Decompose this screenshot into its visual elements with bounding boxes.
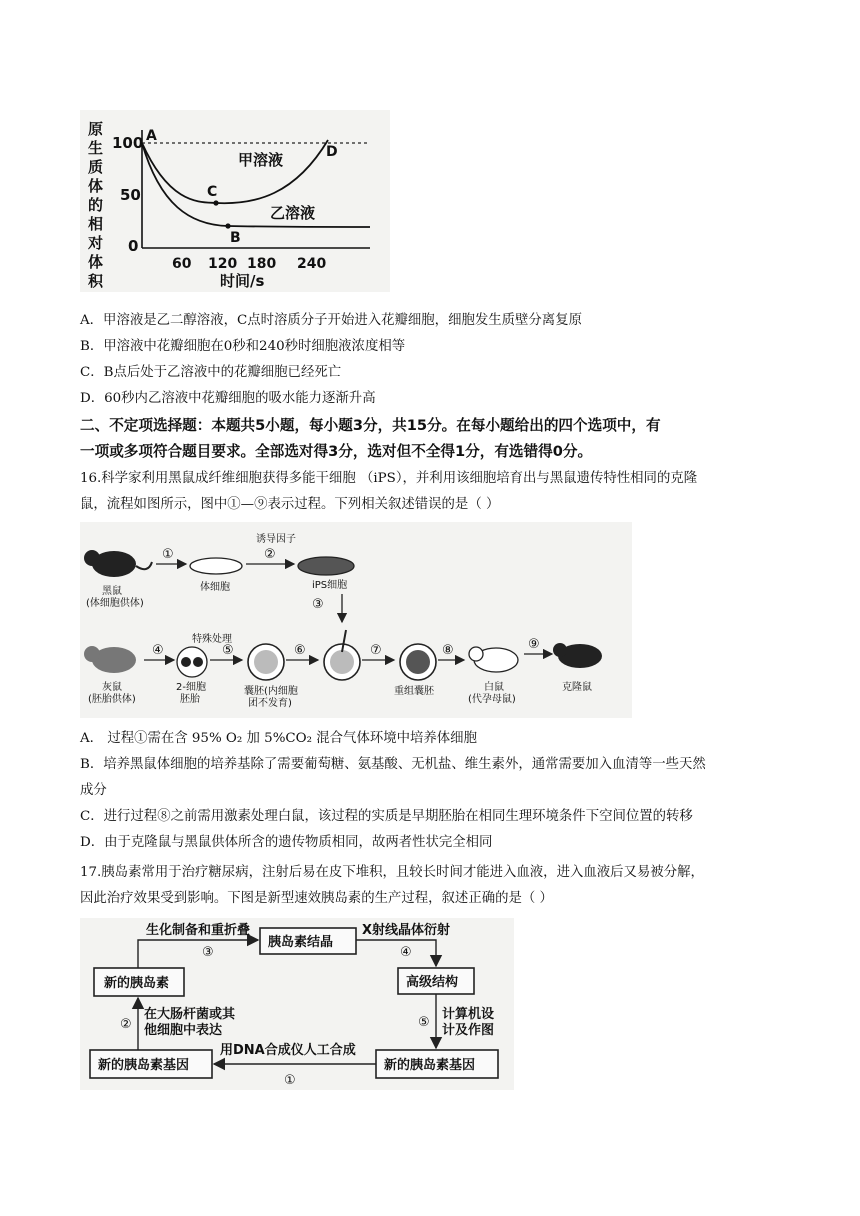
point-c — [213, 200, 218, 205]
hollow-label-b: 团不发育) — [248, 698, 292, 709]
somatic-dish-icon — [190, 558, 242, 574]
q15-option-b: B．甲溶液中花瓣细胞在0秒和240秒时细胞液浓度相等 — [80, 339, 406, 354]
step3-number: ③ — [202, 945, 214, 960]
curve-jia — [142, 140, 328, 203]
graph-ylabel — [87, 120, 104, 290]
ips-label: iPS细胞 — [312, 580, 348, 591]
step4-number: ④ — [400, 945, 412, 960]
white-mouse-icon — [469, 647, 518, 672]
step4-label: X射线晶体衍射 — [362, 923, 451, 938]
arrow-step4 — [356, 940, 436, 966]
q16-option-a: A． 过程①需在含 95% O₂ 加 5%CO₂ 混合气体环境中培养体细胞 — [80, 731, 477, 746]
graph-ylabel-text: 原生质体的相对体积 — [88, 120, 104, 290]
curve-yi-label: 乙溶液 — [270, 204, 316, 222]
step-1: ① — [162, 547, 174, 562]
ips-dish-icon — [298, 557, 354, 575]
step2-number: ② — [120, 1017, 132, 1032]
q17-stem-line2: 因此治疗效果受到影响。下图是新型速效胰岛素的生产过程，叙述正确的是（ ） — [80, 891, 553, 906]
step2-label-2: 他细胞中表达 — [144, 1023, 223, 1038]
cloning-flow-diagram — [80, 522, 632, 718]
q16-stem-line2: 鼠，流程如图所示，图中①—⑨表示过程。下列相关叙述错误的是（ ） — [80, 497, 500, 512]
clone-label: 克隆鼠 — [562, 682, 592, 693]
embryo2b-label: 胚胎 — [180, 694, 200, 705]
black-mouse-sub: (体细胞供体) — [86, 598, 144, 609]
gray-mouse-label: 灰鼠 — [102, 682, 122, 693]
step2-label-1: 在大肠杆菌或其 — [144, 1007, 236, 1022]
special-label: 特殊处理 — [192, 634, 232, 645]
svg-text:胰岛素结晶: 胰岛素结晶 — [268, 935, 334, 950]
point-b — [225, 223, 230, 228]
label-a: A — [146, 128, 157, 144]
xtick-120: 120 — [208, 256, 238, 272]
label-d: D — [326, 144, 338, 160]
white-mouse-label: 白鼠 — [484, 682, 504, 693]
curve-jia-label: 甲溶液 — [238, 151, 284, 169]
q15-option-a: A．甲溶液是乙二醇溶液，C点时溶质分子开始进入花瓣细胞，细胞发生质壁分离复原 — [80, 313, 582, 328]
step-5: ⑤ — [222, 643, 234, 658]
q16-option-b-line2: 成分 — [80, 783, 107, 798]
step5-label-1: 计算机设 — [442, 1007, 495, 1022]
black-mouse-icon — [84, 550, 152, 577]
embryo2-label: 2-细胞 — [176, 682, 206, 693]
inducer-label: 诱导因子 — [256, 534, 296, 545]
black-mouse-label: 黑鼠 — [102, 586, 122, 597]
q16-option-b-line1: B．培养黑鼠体细胞的培养基除了需要葡萄糖、氨基酸、无机盐、维生素外，通常需要加入血清等一些天然 — [80, 757, 706, 772]
ytick-50: 50 — [120, 186, 141, 204]
xtick-60: 60 — [172, 256, 192, 272]
step-8: ⑧ — [442, 643, 454, 658]
q16-option-d: D．由于克隆鼠与黑鼠供体所含的遗传物质相同，故两者性状完全相同 — [80, 835, 493, 850]
section2-heading-line2: 一项或多项符合题目要求。全部选对得3分，选对但不全得1分，有选错得0分。 — [80, 443, 593, 460]
q16-stem-line1: 16.科学家利用黑鼠成纤维细胞获得多能干细胞 （iPS），并利用该细胞培育出与黑鼠遗传特性相同的克隆 — [80, 471, 698, 486]
step1-number: ① — [284, 1073, 296, 1088]
xtick-240: 240 — [297, 256, 327, 272]
section2-heading-line1: 二、不定项选择题：本题共5小题，每小题3分，共15分。在每小题给出的四个选项中，有 — [80, 417, 661, 434]
label-b: B — [230, 230, 241, 246]
step-4: ④ — [152, 643, 164, 658]
q17-stem-line1: 17.胰岛素常用于治疗糖尿病，注射后易在皮下堆积，且较长时间才能进入血液，进入血液后又易被分解， — [80, 865, 704, 880]
insulin-flow-diagram — [80, 918, 514, 1090]
q15-option-c: C．B点后处于乙溶液中的花瓣细胞已经死亡 — [80, 365, 342, 380]
hollow-label: 囊胚(内细胞 — [244, 686, 298, 697]
gray-mouse-sub: (胚胎供体) — [88, 694, 136, 705]
step5-number: ⑤ — [418, 1015, 430, 1030]
step1-label: 用DNA合成仪人工合成 — [220, 1043, 356, 1058]
gray-mouse-icon — [84, 646, 136, 673]
svg-text:新的胰岛素基因: 新的胰岛素基因 — [384, 1058, 476, 1073]
step-2: ② — [264, 547, 276, 562]
xtick-180: 180 — [247, 256, 277, 272]
step-9: ⑨ — [528, 637, 540, 652]
ytick-0: 0 — [128, 237, 139, 255]
label-c: C — [207, 184, 218, 200]
svg-text:新的胰岛素基因: 新的胰岛素基因 — [98, 1058, 190, 1073]
svg-text:高级结构: 高级结构 — [406, 975, 459, 990]
step5-label-2: 计及作图 — [442, 1023, 495, 1038]
step3-label: 生化制备和重折叠 — [146, 923, 251, 938]
svg-text:新的胰岛素: 新的胰岛素 — [104, 976, 170, 991]
volume-time-graph — [80, 110, 390, 292]
white-mouse-sub: (代孕母鼠) — [468, 694, 516, 705]
recon-label: 重组囊胚 — [394, 686, 434, 697]
arrow-step3 — [138, 940, 258, 968]
clone-mouse-icon — [553, 643, 602, 668]
step-6: ⑥ — [294, 643, 306, 658]
somatic-label: 体细胞 — [200, 582, 230, 593]
step-7: ⑦ — [370, 643, 382, 658]
q15-option-d: D．60秒内乙溶液中花瓣细胞的吸水能力逐渐升高 — [80, 391, 376, 406]
q16-option-c: C．进行过程⑧之前需用激素处理白鼠，该过程的实质是早期胚胎在相同生理环境条件下空间位置的转移 — [80, 809, 693, 824]
ytick-100: 100 — [112, 134, 144, 152]
graph-xlabel: 时间/s — [220, 272, 265, 290]
step-3: ③ — [312, 597, 324, 612]
